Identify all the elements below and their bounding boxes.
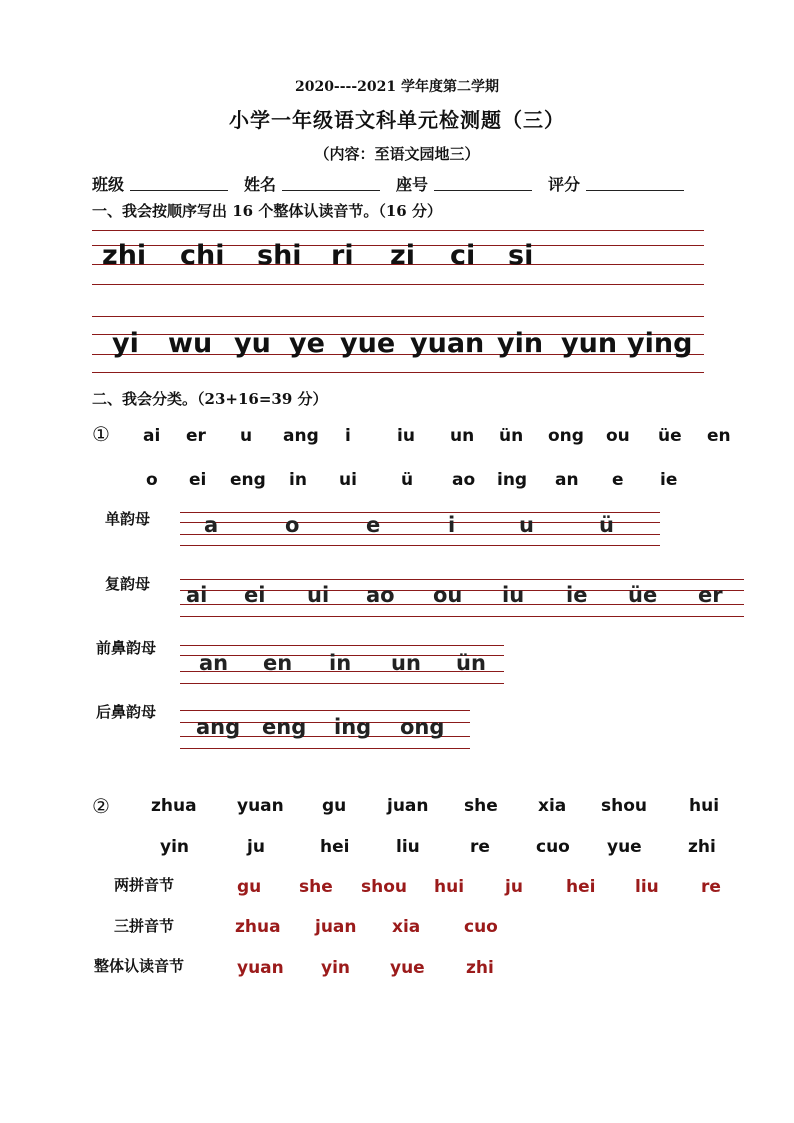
pool-item: er bbox=[186, 426, 206, 446]
answer: ü bbox=[599, 513, 614, 537]
answer-ye: ye bbox=[289, 328, 325, 359]
page-title: 小学一年级语文科单元检测题（三） bbox=[229, 108, 565, 132]
answer: a bbox=[204, 513, 219, 537]
pool-item: üe bbox=[658, 426, 682, 446]
category-label-simple-finals: 单韵母 bbox=[105, 510, 151, 528]
pool-item: ang bbox=[283, 426, 319, 446]
page-subtitle: （内容：至语文园地三） bbox=[314, 145, 480, 163]
student-info bbox=[92, 172, 700, 195]
pool-item: yuan bbox=[237, 796, 284, 816]
pool-item: un bbox=[450, 426, 475, 446]
answer: üe bbox=[628, 583, 658, 607]
school-year: 2020----2021 学年度第二学期 bbox=[294, 79, 500, 95]
pool-item: liu bbox=[396, 837, 420, 857]
answer: u bbox=[519, 513, 534, 537]
answer-yue: yue bbox=[340, 328, 396, 359]
answer-ci: ci bbox=[450, 240, 476, 271]
answer: xia bbox=[392, 917, 421, 937]
name-label: 姓名 bbox=[244, 175, 277, 194]
seat-field[interactable] bbox=[434, 172, 532, 191]
pool-item: hei bbox=[320, 837, 350, 857]
pool-item: re bbox=[470, 837, 490, 857]
answer-zhi: zhi bbox=[102, 240, 147, 271]
group-label-three-part: 三拼音节 bbox=[114, 917, 175, 935]
answer-yu: yu bbox=[234, 328, 271, 359]
category-label-compound-finals: 复韵母 bbox=[105, 575, 151, 593]
writing-lines-simple-finals bbox=[180, 512, 660, 548]
group-label-two-part: 两拼音节 bbox=[114, 876, 175, 894]
answer: o bbox=[285, 513, 300, 537]
name-field[interactable] bbox=[282, 172, 380, 191]
pool-item: iu bbox=[397, 426, 415, 446]
pool-item: ai bbox=[143, 426, 161, 446]
pool-item: o bbox=[146, 470, 158, 490]
answer: in bbox=[329, 651, 352, 675]
answer: ang bbox=[196, 715, 241, 739]
category-label-back-nasal: 后鼻韵母 bbox=[96, 703, 157, 721]
pool-item: ju bbox=[247, 837, 265, 857]
answer: juan bbox=[315, 917, 357, 937]
answer: e bbox=[366, 513, 381, 537]
answer-wu: wu bbox=[168, 328, 213, 359]
answer-ri: ri bbox=[331, 240, 354, 271]
pool-item: i bbox=[345, 426, 351, 446]
answer: zhua bbox=[235, 917, 281, 937]
answer-si: si bbox=[508, 240, 534, 271]
pool-item: e bbox=[612, 470, 624, 490]
class-label: 班级 bbox=[92, 175, 125, 194]
answer: er bbox=[698, 583, 723, 607]
answer: ou bbox=[433, 583, 463, 607]
answer-yuan: yuan bbox=[410, 328, 485, 359]
pool-item: she bbox=[464, 796, 498, 816]
answer: re bbox=[701, 877, 721, 897]
answer: yuan bbox=[237, 958, 284, 978]
answer-yi: yi bbox=[112, 328, 139, 359]
pool-item: gu bbox=[322, 796, 347, 816]
answer: liu bbox=[635, 877, 659, 897]
pool-item: ou bbox=[606, 426, 630, 446]
answer: cuo bbox=[464, 917, 498, 937]
pool-item: zhua bbox=[151, 796, 197, 816]
answer: hui bbox=[434, 877, 465, 897]
answer: ün bbox=[456, 651, 486, 675]
answer: shou bbox=[361, 877, 408, 897]
answer: ao bbox=[366, 583, 395, 607]
answer-yun: yun bbox=[561, 328, 618, 359]
answer: iu bbox=[502, 583, 525, 607]
answer-chi: chi bbox=[180, 240, 225, 271]
pool-item: juan bbox=[387, 796, 429, 816]
pool-item: ing bbox=[497, 470, 528, 490]
pool-item: ü bbox=[401, 470, 414, 490]
answer: yue bbox=[390, 958, 425, 978]
part1-marker: ① bbox=[92, 422, 110, 446]
pool-item: ie bbox=[660, 470, 678, 490]
group-label-whole-read: 整体认读音节 bbox=[94, 957, 185, 975]
category-label-front-nasal: 前鼻韵母 bbox=[96, 639, 157, 657]
pool-item: en bbox=[707, 426, 731, 446]
pool-item: cuo bbox=[536, 837, 570, 857]
part2-marker: ② bbox=[92, 794, 110, 818]
answer: ing bbox=[334, 715, 372, 739]
answer-shi: shi bbox=[257, 240, 302, 271]
section1-title: 一、我会按顺序写出 16 个整体认读音节。（16 分） bbox=[92, 202, 442, 220]
answer-ying: ying bbox=[627, 328, 693, 359]
answer: an bbox=[199, 651, 229, 675]
pool-item: yue bbox=[607, 837, 642, 857]
pool-item: shou bbox=[601, 796, 648, 816]
answer: zhi bbox=[466, 958, 494, 978]
score-field[interactable] bbox=[586, 172, 684, 191]
answer: ie bbox=[566, 583, 588, 607]
answer: un bbox=[391, 651, 421, 675]
pool-item: hui bbox=[689, 796, 720, 816]
pool-item: ei bbox=[189, 470, 207, 490]
answer: ei bbox=[244, 583, 266, 607]
answer: i bbox=[448, 513, 456, 537]
section2-title: 二、我会分类。（23+16=39 分） bbox=[92, 390, 328, 408]
answer: ai bbox=[186, 583, 208, 607]
answer: en bbox=[263, 651, 293, 675]
pool-item: zhi bbox=[688, 837, 716, 857]
answer: ui bbox=[307, 583, 330, 607]
pool-item: ui bbox=[339, 470, 357, 490]
answer: eng bbox=[262, 715, 307, 739]
class-field[interactable] bbox=[130, 172, 228, 191]
answer: hei bbox=[566, 877, 596, 897]
answer: gu bbox=[237, 877, 262, 897]
answer: ong bbox=[400, 715, 445, 739]
answer-zi: zi bbox=[390, 240, 415, 271]
pool-item: u bbox=[240, 426, 253, 446]
seat-label: 座号 bbox=[396, 175, 429, 194]
pool-item: ün bbox=[499, 426, 524, 446]
score-label: 评分 bbox=[548, 175, 581, 194]
pool-item: ao bbox=[452, 470, 476, 490]
pool-item: an bbox=[555, 470, 579, 490]
answer: ju bbox=[505, 877, 523, 897]
pool-item: yin bbox=[160, 837, 190, 857]
answer: she bbox=[299, 877, 333, 897]
answer-yin: yin bbox=[497, 328, 544, 359]
answer: yin bbox=[321, 958, 351, 978]
pool-item: in bbox=[289, 470, 307, 490]
pool-item: eng bbox=[230, 470, 266, 490]
pool-item: xia bbox=[538, 796, 567, 816]
pool-item: ong bbox=[548, 426, 584, 446]
